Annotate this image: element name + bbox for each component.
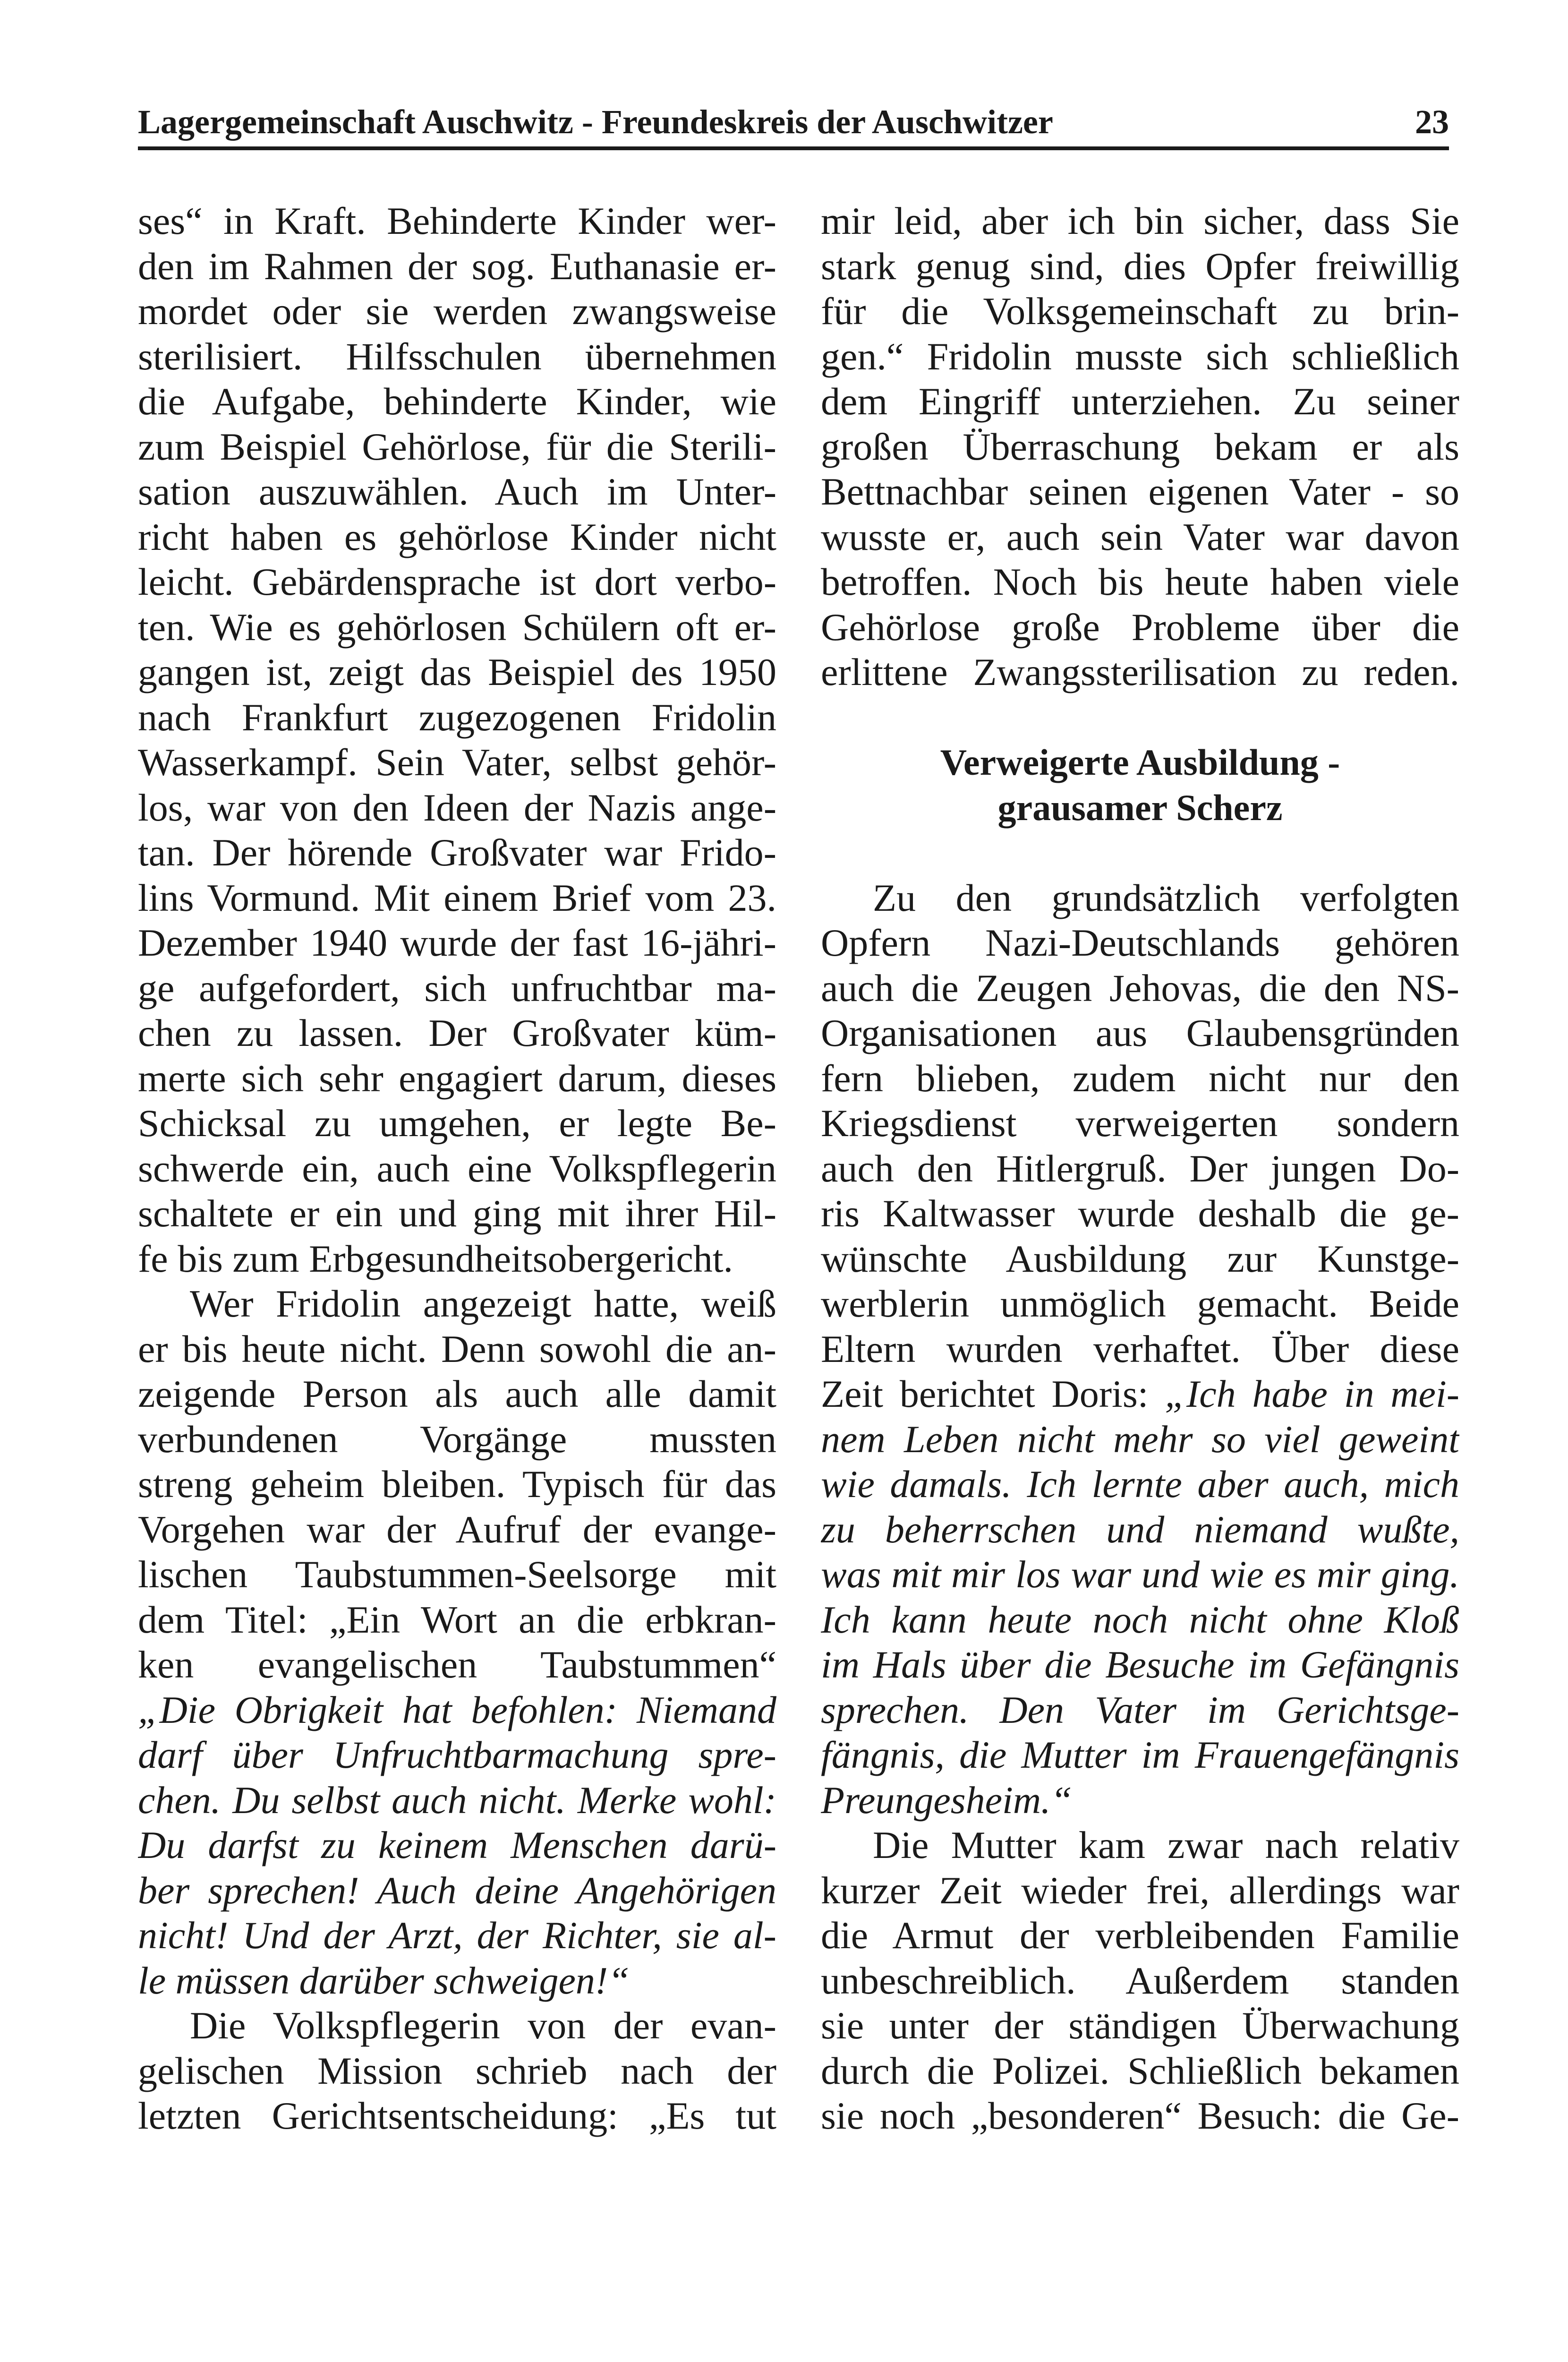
text-line: streng geheim bleiben. Typisch für das — [138, 1463, 776, 1506]
section-heading — [821, 740, 1459, 830]
right-column — [821, 198, 1459, 2139]
text-line: dem Titel: „Ein Wort an die erbkran- — [138, 1598, 776, 1641]
text-line: gangen ist, zeigt das Beispiel des 1950 — [138, 650, 776, 693]
page-number: 23 — [1415, 103, 1449, 141]
text-line: nach Frankfurt zugezogenen Fridolin — [138, 695, 776, 739]
text-line: sation auszuwählen. Auch im Unter- — [138, 470, 776, 513]
paragraph-left-3 — [138, 2003, 776, 2139]
running-header — [138, 105, 1449, 150]
text-line: Kriegsdienst verweigerten sondern — [821, 1102, 1459, 1145]
text-line: für die Volksgemeinschaft zu brin- — [821, 290, 1459, 333]
text-line: Schicksal zu umgehen, er legte Be- — [138, 1102, 776, 1145]
italic-quote-line: sprechen. Den Vater im Gerichtsge- — [821, 1688, 1459, 1731]
text-line: lischen Taubstummen-Seelsorge mit — [138, 1553, 776, 1596]
text-line: Die Mutter kam zwar nach relativ — [873, 1823, 1459, 1866]
text-line: sie noch „besonderen“ Besuch: die Ge- — [821, 2094, 1459, 2137]
text-line: unbeschreiblich. Außerdem standen — [821, 1959, 1459, 2002]
italic-quote-line: darf über Unfruchtbarmachung spre- — [138, 1733, 776, 1776]
text-line: ge aufgefordert, sich unfruchtbar ma- — [138, 966, 776, 1010]
mixed-text-line — [821, 1371, 1459, 1417]
text-line: ris Kaltwasser wurde deshalb die ge- — [821, 1192, 1459, 1235]
paragraph-right-1 — [821, 198, 1459, 695]
text-line: mir leid, aber ich bin sicher, dass Sie — [821, 199, 1459, 242]
left-column — [138, 198, 776, 2139]
italic-quote-line: nem Leben nicht mehr so viel geweint — [821, 1417, 1459, 1461]
text-line: großen Überraschung bekam er als — [821, 425, 1459, 468]
text-line: schwerde ein, auch eine Volkspflegerin — [138, 1147, 776, 1190]
text-line: dem Eingriff unterziehen. Zu seiner — [821, 380, 1459, 423]
text-line: Bettnachbar seinen eigenen Vater - so — [821, 470, 1459, 513]
text-line: tan. Der hörende Großvater war Frido- — [138, 831, 776, 874]
text-line: leicht. Gebärdensprache ist dort verbo- — [138, 560, 776, 603]
text-line: gelischen Mission schrieb nach der — [138, 2049, 776, 2092]
text-line: Wer Fridolin angezeigt hatte, weiß — [190, 1282, 776, 1325]
text-line: sterilisiert. Hilfsschulen übernehmen — [138, 334, 776, 378]
text-line: den im Rahmen der sog. Euthanasie er- — [138, 244, 776, 288]
paragraph-right-3 — [821, 1823, 1459, 2139]
heading-line: Verweigerte Ausbildung - — [940, 742, 1340, 783]
text-line: sie unter der ständigen Überwachung — [821, 2004, 1459, 2047]
italic-quote-line: Ich kann heute noch nicht ohne Kloß — [821, 1598, 1459, 1641]
italic-quote-line: zu beherrschen und niemand wußte, — [821, 1507, 1459, 1551]
text-line: Die Volkspflegerin von der evan- — [190, 2004, 776, 2047]
text-line: betroffen. Noch bis heute haben viele — [821, 560, 1459, 603]
spacer — [821, 695, 1459, 740]
text-line: ten. Wie es gehörlosen Schülern oft er- — [138, 605, 776, 649]
text-line: Organisationen aus Glaubensgründen — [821, 1011, 1459, 1054]
text-line: Wasserkampf. Sein Vater, selbst gehör- — [138, 741, 776, 784]
italic-quote-line: was mit mir los war und wie es mir ging. — [821, 1553, 1459, 1596]
text-line: erlittene Zwangssterilisation zu reden. — [821, 650, 1459, 693]
text-line: wünschte Ausbildung zur Kunstge- — [821, 1237, 1459, 1280]
text-line: zum Beispiel Gehörlose, für die Sterili- — [138, 425, 776, 468]
text-line: er bis heute nicht. Denn sowohl die an- — [138, 1327, 776, 1370]
text-line: Gehörlose große Probleme über die — [821, 605, 1459, 649]
text-line: auch den Hitlergruß. Der jungen Do- — [821, 1147, 1459, 1190]
text-segment: Zeit berichtet Doris: — [821, 1372, 1165, 1415]
text-line: Dezember 1940 wurde der fast 16-jähri- — [138, 921, 776, 964]
spacer — [821, 830, 1459, 875]
italic-quote-line: Du darfst zu keinem Menschen darü- — [138, 1823, 776, 1866]
text-line: stark genug sind, dies Opfer freiwillig — [821, 244, 1459, 288]
text-line: Vorgehen war der Aufruf der evange- — [138, 1507, 776, 1551]
italic-quote-segment: „Ich habe in mei- — [1165, 1372, 1459, 1415]
text-line: richt haben es gehörlose Kinder nicht — [138, 515, 776, 558]
text-line: fe bis zum Erbgesundheitsobergericht. — [138, 1237, 733, 1280]
text-line: Zu den grundsätzlich verfolgten — [873, 876, 1459, 919]
paragraph-left-2 — [138, 1281, 776, 2003]
text-line: auch die Zeugen Jehovas, die den NS- — [821, 966, 1459, 1010]
text-line: zeigende Person als auch alle damit — [138, 1372, 776, 1415]
text-line: gen.“ Fridolin musste sich schließlich — [821, 334, 1459, 378]
text-line: die Aufgabe, behinderte Kinder, wie — [138, 380, 776, 423]
text-line: verbundenen Vorgänge mussten — [138, 1417, 776, 1461]
text-line: fern blieben, zudem nicht nur den — [821, 1056, 1459, 1100]
text-line: mordet oder sie werden zwangsweise — [138, 290, 776, 333]
text-line: letzten Gerichtsentscheidung: „Es tut — [138, 2094, 776, 2137]
text-line: die Armut der verbleibenden Familie — [821, 1914, 1459, 1957]
italic-quote-line: le müssen darüber schweigen!“ — [138, 1959, 630, 2002]
text-line: ses“ in Kraft. Behinderte Kinder wer- — [138, 199, 776, 242]
text-line: merte sich sehr engagiert darum, dieses — [138, 1056, 776, 1100]
text-line: durch die Polizei. Schließlich bekamen — [821, 2049, 1459, 2092]
italic-quote-line: im Hals über die Besuche im Gefängnis — [821, 1643, 1459, 1686]
paragraph-right-2 — [821, 875, 1459, 1823]
text-line: Eltern wurden verhaftet. Über diese — [821, 1327, 1459, 1370]
text-line: chen zu lassen. Der Großvater küm- — [138, 1011, 776, 1054]
text-line: lins Vormund. Mit einem Brief vom 23. — [138, 876, 776, 919]
italic-quote-line: Preungesheim.“ — [821, 1778, 1073, 1822]
text-line: Opfern Nazi-Deutschlands gehören — [821, 921, 1459, 964]
italic-quote-line: „Die Obrigkeit hat befohlen: Niemand — [138, 1688, 776, 1731]
text-line: ken evangelischen Taubstummen“ — [138, 1643, 776, 1686]
italic-quote-line: wie damals. Ich lernte aber auch, mich — [821, 1463, 1459, 1506]
heading-line: grausamer Scherz — [997, 787, 1283, 828]
header-title: Lagergemeinschaft Auschwitz - Freundeskreis der Auschwitzer — [138, 103, 1053, 141]
text-line: schaltete er ein und ging mit ihrer Hil- — [138, 1192, 776, 1235]
paragraph-left-1 — [138, 198, 776, 1281]
italic-quote-line: nicht! Und der Arzt, der Richter, sie al- — [138, 1914, 776, 1957]
italic-quote-line: ber sprechen! Auch deine Angehörigen — [138, 1868, 776, 1912]
text-line: los, war von den Ideen der Nazis ange- — [138, 786, 776, 829]
text-line: kurzer Zeit wieder frei, allerdings war — [821, 1868, 1459, 1912]
italic-quote-line: fängnis, die Mutter im Frauengefängnis — [821, 1733, 1459, 1776]
italic-quote-line: chen. Du selbst auch nicht. Merke wohl: — [138, 1778, 776, 1822]
text-line: werblerin unmöglich gemacht. Beide — [821, 1282, 1459, 1325]
text-line: wusste er, auch sein Vater war davon — [821, 515, 1459, 558]
